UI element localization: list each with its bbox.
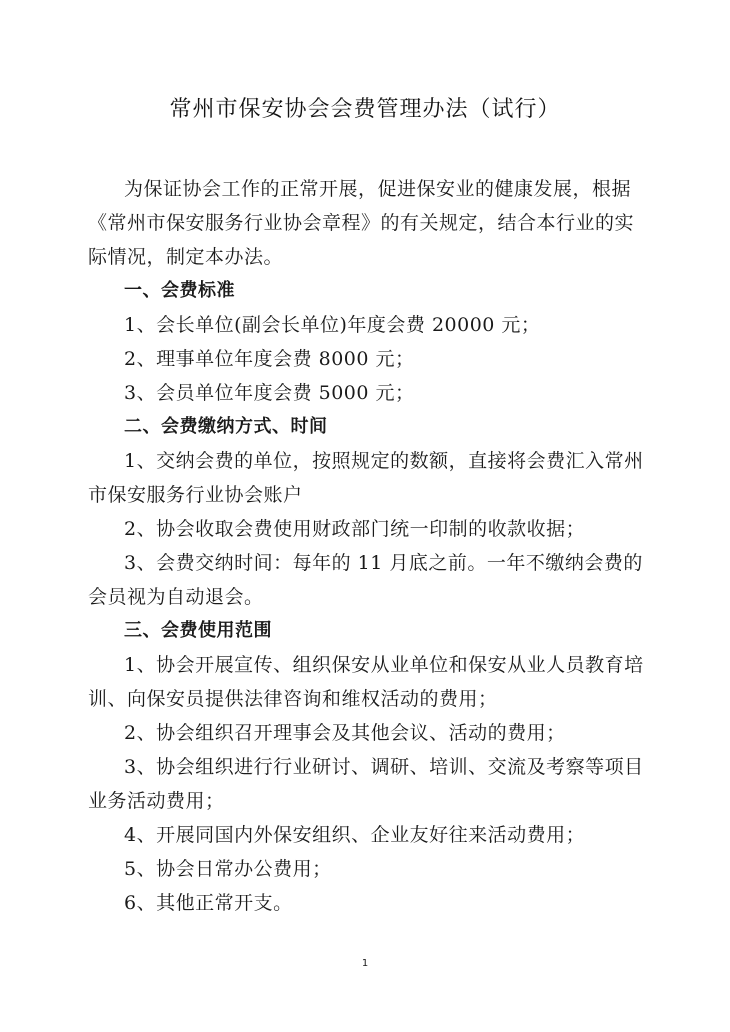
section-heading: 二、会费缴纳方式、时间 bbox=[124, 416, 328, 437]
section-heading: 三、会费使用范围 bbox=[124, 620, 272, 641]
section-line: 2、理事单位年度会费 8000 元； bbox=[124, 348, 415, 370]
section-line: 1、协会开展宣传、组织保安从业单位和保安从业人员教育培 bbox=[124, 654, 644, 676]
section-line: 3、会费交纳时间：每年的 11 月底之前。一年不缴纳会费的 bbox=[124, 552, 643, 574]
section-line: 5、协会日常办公费用； bbox=[124, 858, 332, 880]
section-line: 会员视为自动退会。 bbox=[88, 586, 264, 608]
document-title: 常州市保安协会会费管理办法（试行） bbox=[169, 97, 561, 122]
section-line: 3、会员单位年度会费 5000 元； bbox=[124, 382, 415, 404]
section-line: 6、其他正常开支。 bbox=[124, 892, 293, 914]
section-line: 业务活动费用； bbox=[88, 790, 225, 812]
section-line: 4、开展同国内外保安组织、企业友好往来活动费用； bbox=[124, 824, 586, 846]
section-line: 2、协会组织召开理事会及其他会议、活动的费用； bbox=[124, 722, 566, 744]
section-line: 2、协会收取会费使用财政部门统一印制的收款收据； bbox=[124, 518, 586, 540]
section-line: 市保安服务行业协会账户 bbox=[88, 484, 303, 506]
section-line: 训、向保安员提供法律咨询和维权活动的费用； bbox=[88, 688, 498, 710]
section-heading: 一、会费标准 bbox=[124, 280, 235, 301]
intro-line: 为保证协会工作的正常开展，促进保安业的健康发展，根据 bbox=[124, 178, 632, 200]
page-number: 1 bbox=[361, 958, 369, 969]
section-line: 1、交纳会费的单位，按照规定的数额，直接将会费汇入常州 bbox=[124, 450, 644, 472]
intro-line: 《常州市保安服务行业协会章程》的有关规定，结合本行业的实 bbox=[88, 212, 635, 234]
section-line: 1、会长单位(副会长单位)年度会费 20000 元； bbox=[124, 314, 541, 336]
section-line: 3、协会组织进行行业研讨、调研、培训、交流及考察等项目 bbox=[124, 756, 644, 778]
intro-line: 际情况，制定本办法。 bbox=[88, 246, 284, 268]
